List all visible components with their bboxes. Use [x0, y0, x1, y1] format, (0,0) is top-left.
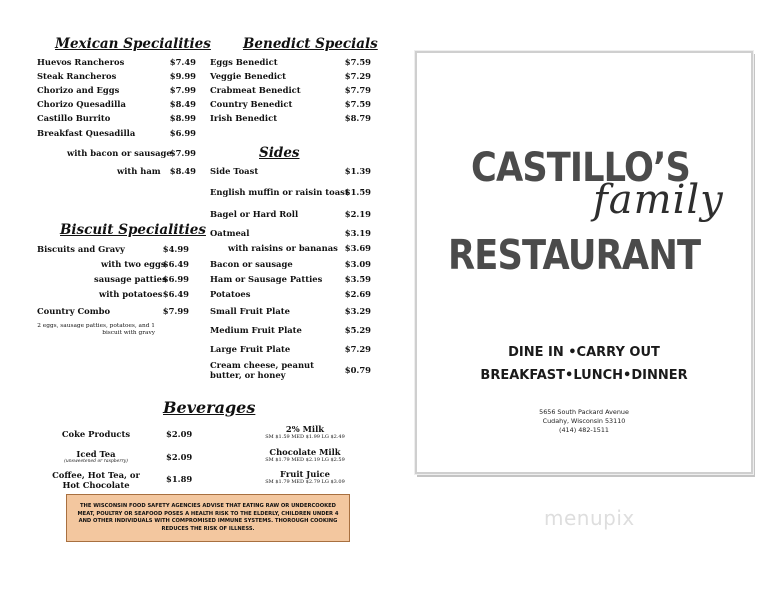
services-line-dine: DINE IN •CARRY OUT: [508, 345, 660, 360]
beverage-price: $2.09: [166, 452, 193, 462]
country-combo-description: 2 eggs, sausage patties, potatoes, and 1 biscuit with gravy: [37, 323, 155, 336]
beverage-item: Coffee, Hot Tea, or Hot Chocolate: [52, 470, 140, 490]
beverage-sized-item: Fruit Juice SM $1.79 MED $2.79 LG $3.09: [265, 469, 345, 485]
services-line-meals: BREAKFAST•LUNCH•DINNER: [480, 368, 688, 383]
logo-castillos: CASTILLO’S: [471, 145, 690, 191]
address-street: 5656 South Packard Avenue: [539, 408, 629, 416]
phone-number: (414) 482-1511: [559, 426, 609, 434]
logo-family-script: family: [593, 177, 724, 223]
beverage-sized-item: Chocolate Milk SM $1.79 MED $2.19 LG $2.59: [265, 447, 345, 463]
menu-cover-page: [415, 51, 753, 474]
benedict-specials-heading: Benedict Specials: [243, 36, 378, 52]
biscuit-specialities-heading: Biscuit Specialities: [60, 222, 206, 238]
beverages-heading: Beverages: [163, 398, 256, 417]
beverage-price: $2.09: [166, 429, 193, 439]
beverage-sized-item: 2% Milk SM $1.59 MED $1.99 LG $2.49: [265, 424, 345, 440]
beverage-item: Coke Products: [61, 429, 131, 439]
food-safety-notice: THE WISCONSIN FOOD SAFETY AGENCIES ADVISE THAT EATING RAW OR UNDERCOOKED MEAT, POULTRY OR SEAFOOD POSES A HEALTH RISK TO THE ELDERLY, CHILDREN UNDER 4 AND OTHER INDIVIDUALS WITH COMPROMISED IMMUNE SYSTEMS. THOROUGH COOKING REDUCES THE RISK OF ILLNESS.: [66, 494, 350, 542]
menupix-watermark: menupix: [544, 506, 635, 530]
logo-restaurant: RESTAURANT: [448, 231, 701, 279]
menu-item: Cream cheese, peanut butter, or honey $0.79: [210, 360, 371, 380]
mexican-specialities-heading: Mexican Specialities: [55, 36, 211, 52]
beverage-item: Iced Tea (unsweetened or raspberry): [64, 449, 128, 464]
beverage-price: $1.89: [166, 474, 193, 484]
sides-heading: Sides: [259, 145, 300, 161]
address-city: Cudahy, Wisconsin 53110: [542, 417, 626, 425]
